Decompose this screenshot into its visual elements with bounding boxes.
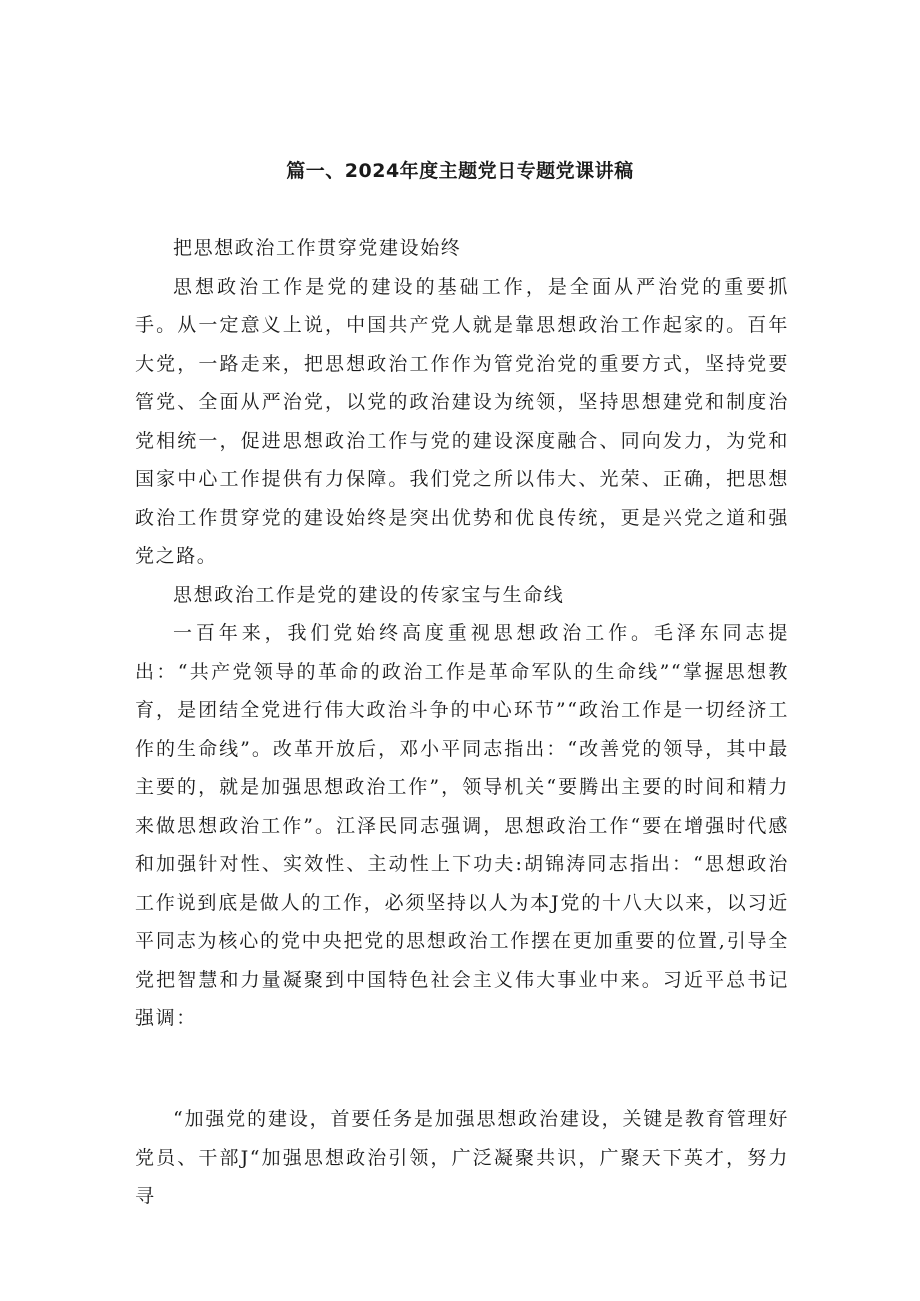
paragraph-2: 一百年来，我们党始终高度重视思想政治工作。毛泽东同志提出：“共产党领导的革命的政治工作是革命军队的生命线”“掌握思想教育，是团结全党进行伟大政治斗争的中心环节”“政治工作是一切经济工作的生命线”。改革开放后，邓小平同志指出：“改善党的领导，其中最主要的，就是加强思想政治工作”，领导机关“要腾出主要的时间和精力来做思想政治工作”。江泽民同志强调，思想政治工作“要在增强时代感和加强针对性、实效性、主动性上下功夫:胡锦涛同志指出：“思想政治工作说到底是做人的工作，必须坚持以人为本J党的十八大以来，以习近平同志为核心的党中央把党的思想政治工作摆在更加重要的位置,引导全党把智慧和力量凝聚到中国特色社会主义伟大事业中来。习近平总书记强调： bbox=[135, 622, 789, 1029]
quote-paragraph: “加强党的建设，首要任务是加强思想政治建设，关键是教育管理好党员、干部J“加强思想政治引领，广泛凝聚共识，广聚天下英才，努力寻 bbox=[135, 1108, 789, 1207]
section-heading-2: 思想政治工作是党的建设的传家宝与生命线 bbox=[173, 583, 565, 606]
paragraph-1: 思想政治工作是党的建设的基础工作，是全面从严治党的重要抓手。从一定意义上说，中国共产党人就是靠思想政治工作起家的。百年大党，一路走来，把思想政治工作作为管党治党的重要方式，坚持党要管党、全面从严治党，以党的政治建设为统领，坚持思想建党和制度治党相统一，促进思想政治工作与党的建设深度融合、同向发力，为党和国家中心工作提供有力保障。我们党之所以伟大、光荣、正确，把思想政治工作贯穿党的建设始终是突出优势和优良传统，更是兴党之道和强党之路。 bbox=[135, 275, 789, 567]
section-heading-1: 把思想政治工作贯穿党建设始终 bbox=[173, 237, 462, 259]
document-body bbox=[135, 229, 789, 1038]
document-title: 篇一、2024年度主题党日专题党课讲稿 bbox=[286, 160, 634, 182]
document-body-continued bbox=[135, 1100, 789, 1216]
